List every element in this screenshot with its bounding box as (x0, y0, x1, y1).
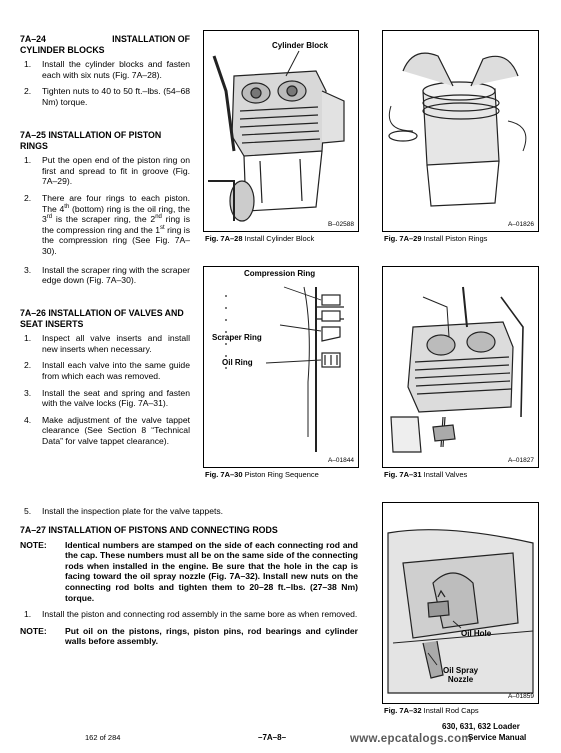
figure-code: B–02588 (327, 221, 354, 228)
figure-caption: Fig. 7A–32 Install Rod Caps (384, 706, 479, 715)
figure-piston-rings (382, 30, 539, 232)
page-count: 162 of 284 (85, 733, 121, 742)
figure-caption: Fig. 7A–31 Install Valves (384, 470, 468, 479)
section-7a-24 (20, 34, 190, 114)
callout-oil-hole: Oil Hole (461, 629, 492, 638)
figure-code: A–01859 (507, 693, 534, 700)
manual-label: Service Manual (468, 733, 527, 742)
figure-caption: Fig. 7A–28 Install Cylinder Block (205, 234, 315, 243)
figure-install-valves (382, 266, 539, 468)
watermark: www.epcatalogs.com (350, 733, 472, 745)
page-number: –7A–8– (258, 733, 287, 742)
piston-rings-illustration (383, 31, 538, 231)
section-heading: 7A–27 INSTALLATION OF PISTONS AND CONNECTING RODS (20, 525, 278, 535)
figure-code: A–01844 (327, 457, 354, 464)
list-item: 3. Install the scraper ring with the scraper edge down (Fig. 7A–30). (24, 264, 190, 286)
section-heading: 7A–24 INSTALLATION OF CYLINDER BLOCKS (20, 34, 190, 55)
section-7a-26-item-5 (20, 506, 358, 523)
valves-illustration (383, 267, 538, 467)
note: NOTE: Put oil on the pistons, rings, piston pins, rod bearings and cylinder walls before assembly. (20, 625, 358, 647)
callout-label: Cylinder Block (272, 41, 329, 50)
figure-caption: Fig. 7A–29 Install Piston Rings (384, 234, 488, 243)
list-item: 2. Install each valve into the same guide from which each was removed. (24, 360, 190, 381)
list-item: 1. Install the cylinder blocks and fasten each with six nuts (Fig. 7A–28). (24, 59, 190, 80)
section-heading: 7A–26 INSTALLATION OF VALVES AND SEAT INSERTS (20, 308, 184, 329)
callout-scraper-ring: Scraper Ring (212, 333, 262, 342)
figure-code: A–01827 (507, 457, 534, 464)
list-item: 1. Inspect all valve inserts and install new inserts when necessary. (24, 333, 190, 354)
section-7a-26 (20, 308, 190, 453)
figure-cylinder-block (203, 30, 359, 232)
cylinder-block-illustration (204, 31, 358, 231)
callout-oil-spray-nozzle: Oil Spray Nozzle (443, 666, 479, 684)
list-item: 2. There are four rings to each piston. The 4th (bottom) ring is the oil ring, the 3rd is the scraper ring, the 2nd ring is the compression ring and the 1st ring is the compression ring (See Fig. 7A–30). (24, 192, 191, 256)
note: NOTE: Identical numbers are stamped on the side of each connecting rod and the cap. These numbers must all be on the same side of the connecting rods when installed in the engine. Be sure that the hole in the cap is facing toward the oil spray nozzle (Fig. 7A–32). Install new nuts on the connecting rod bolts and tighten them to 20–28 ft.–lbs. (27–38 Nm) torque. (20, 539, 358, 603)
list-item: 1. Install the piston and connecting rod assembly in the same bore as when removed. (24, 609, 358, 620)
section-7a-25 (20, 130, 190, 292)
section-heading: 7A–25 INSTALLATION OF PISTON RINGS (20, 130, 162, 151)
list-item: 5. Install the inspection plate for the valve tappets. (24, 506, 224, 516)
list-item: 3. Install the seat and spring and fasten with the valve locks (Fig. 7A–31). (24, 387, 190, 409)
ring-sequence-diagram (204, 267, 358, 467)
figure-piston-ring-sequence (203, 266, 359, 468)
list-item: 2. Tighten nuts to 40 to 50 ft.–lbs. (54–68 Nm) torque. (24, 86, 190, 107)
list-item: 1. Put the open end of the piston ring on first and spread to fit in groove (Fig. 7A–29). (24, 155, 190, 187)
callout-oil-ring: Oil Ring (222, 358, 253, 367)
model-label: 630, 631, 632 Loader (442, 722, 520, 731)
list-item: 4. Make adjustment of the valve tappet clearance (See Section 8 “Technical Data” for valve tappet clearance). (24, 414, 190, 446)
callout-compression-ring: Compression Ring (244, 269, 316, 278)
section-7a-27 (20, 525, 358, 653)
figure-install-rod-caps (382, 502, 539, 704)
figure-code: A–01826 (507, 221, 534, 228)
figure-caption: Fig. 7A–30 Piston Ring Sequence (205, 470, 319, 479)
